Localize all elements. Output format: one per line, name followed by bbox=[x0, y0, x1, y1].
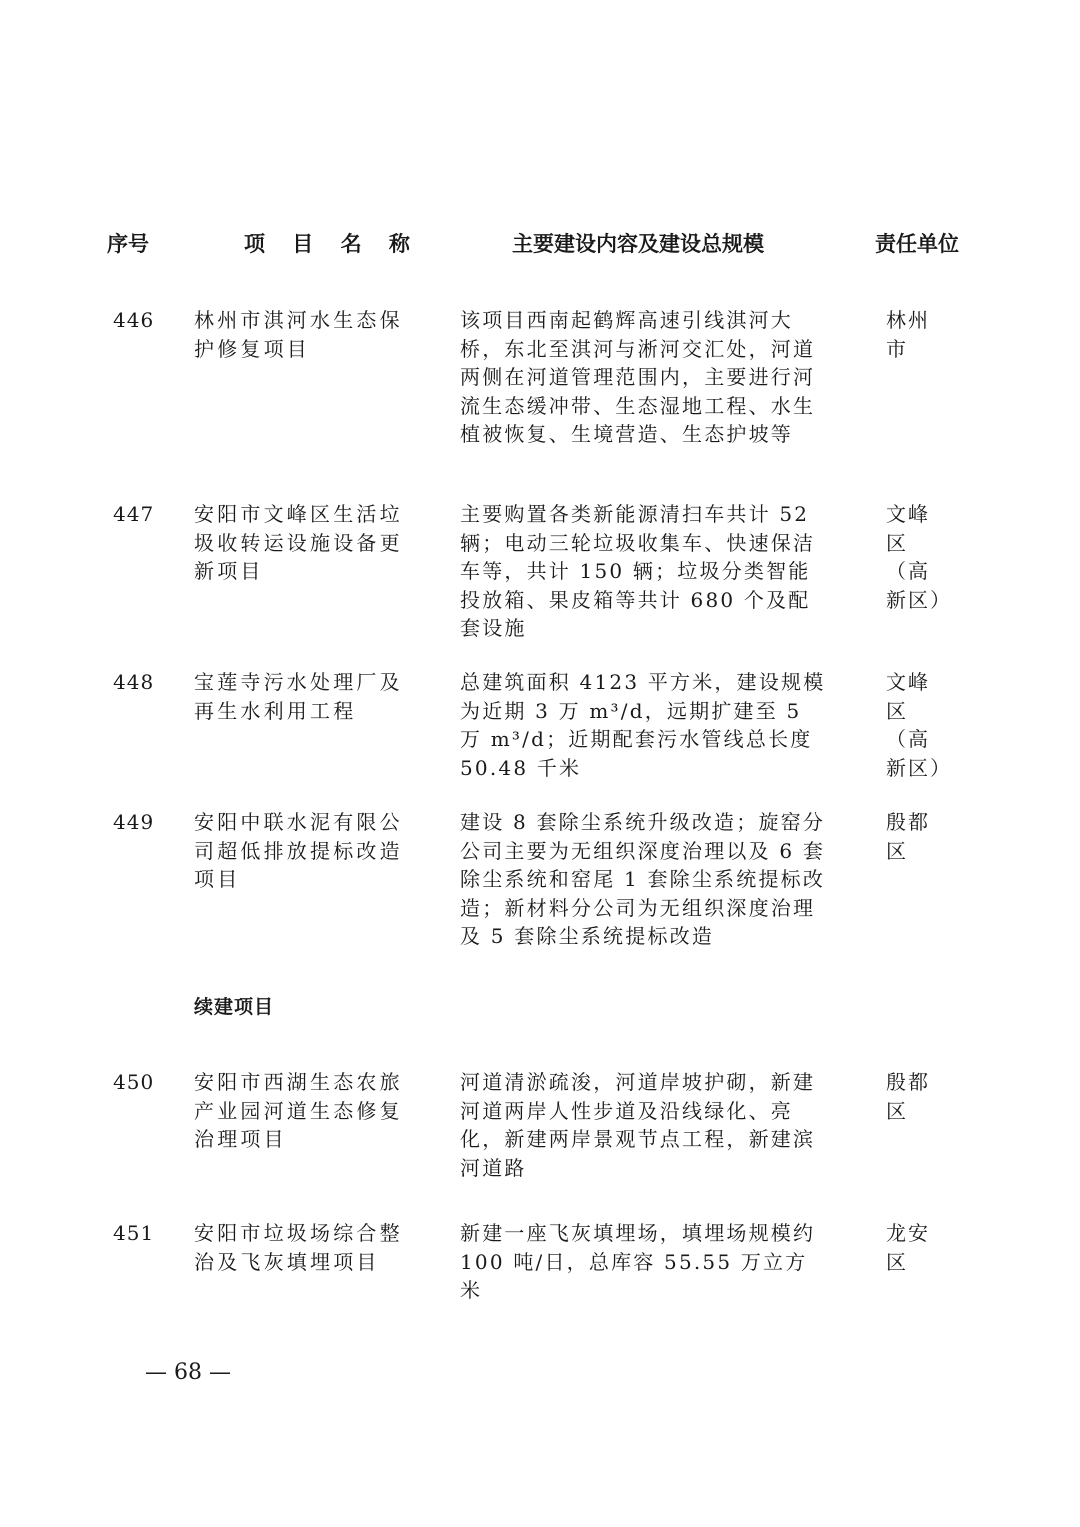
row-unit: 文峰区（高新区） bbox=[886, 502, 952, 612]
row-content: 新建一座飞灰填埋场，填埋场规模约 100 吨/日，总库容 55.55 万立方米 bbox=[460, 1221, 816, 1302]
row-content: 主要购置各类新能源清扫车共计 52 辆；电动三轮垃圾收集车、快速保洁车等，共计 150 辆；垃圾分类智能投放箱、果皮箱等共计 680 个及配套设施 bbox=[460, 502, 816, 640]
row-unit: 殷都区 bbox=[886, 1070, 930, 1123]
row-no: 448 bbox=[113, 670, 155, 694]
row-name: 安阳市西湖生态农旅产业园河道生态修复治理项目 bbox=[194, 1070, 403, 1151]
row-name: 林州市淇河水生态保护修复项目 bbox=[194, 308, 403, 361]
row-no: 447 bbox=[113, 502, 155, 526]
row-no: 450 bbox=[113, 1070, 155, 1094]
header-content: 主要建设内容及建设总规模 bbox=[512, 232, 764, 256]
page-number: — 68 — bbox=[145, 1360, 231, 1385]
row-no: 451 bbox=[113, 1221, 155, 1245]
header-no: 序号 bbox=[107, 232, 149, 256]
header-unit: 责任单位 bbox=[875, 232, 959, 256]
row-name: 安阳市文峰区生活垃圾收转运设施设备更新项目 bbox=[194, 502, 403, 583]
row-content: 河道清淤疏浚，河道岸坡护砌，新建河道两岸人性步道及沿线绿化、亮化，新建两岸景观节点工程，新建滨河道路 bbox=[460, 1070, 816, 1180]
row-no: 449 bbox=[113, 810, 155, 834]
row-no: 446 bbox=[113, 308, 155, 332]
table-header bbox=[0, 228, 1080, 262]
row-unit: 殷都区 bbox=[886, 810, 930, 863]
header-name: 项 目 名 称 bbox=[244, 232, 420, 256]
row-unit: 文峰区（高新区） bbox=[886, 670, 952, 780]
row-name: 安阳中联水泥有限公司超低排放提标改造项目 bbox=[194, 810, 403, 891]
row-unit: 林州市 bbox=[886, 308, 930, 361]
section-title: 续建项目 bbox=[194, 996, 275, 1018]
row-unit: 龙安区 bbox=[886, 1221, 930, 1274]
row-content: 建设 8 套除尘系统升级改造；旋窑分公司主要为无组织深度治理以及 6 套除尘系统和窑尾 1 套除尘系统提标改造；新材料分公司为无组织深度治理及 5 套除尘系统提标改造 bbox=[460, 810, 826, 948]
row-content: 总建筑面积 4123 平方米，建设规模为近期 3 万 m³/d，远期扩建至 5 万 m³/d；近期配套污水管线总长度 50.48 千米 bbox=[460, 670, 826, 780]
row-content: 该项目西南起鹤辉高速引线淇河大桥，东北至淇河与淅河交汇处，河道两侧在河道管理范围内，主要进行河流生态缓冲带、生态湿地工程、水生植被恢复、生境营造、生态护坡等 bbox=[460, 308, 816, 446]
row-name: 宝莲寺污水处理厂及再生水利用工程 bbox=[194, 670, 403, 723]
row-name: 安阳市垃圾场综合整治及飞灰填埋项目 bbox=[194, 1221, 403, 1274]
